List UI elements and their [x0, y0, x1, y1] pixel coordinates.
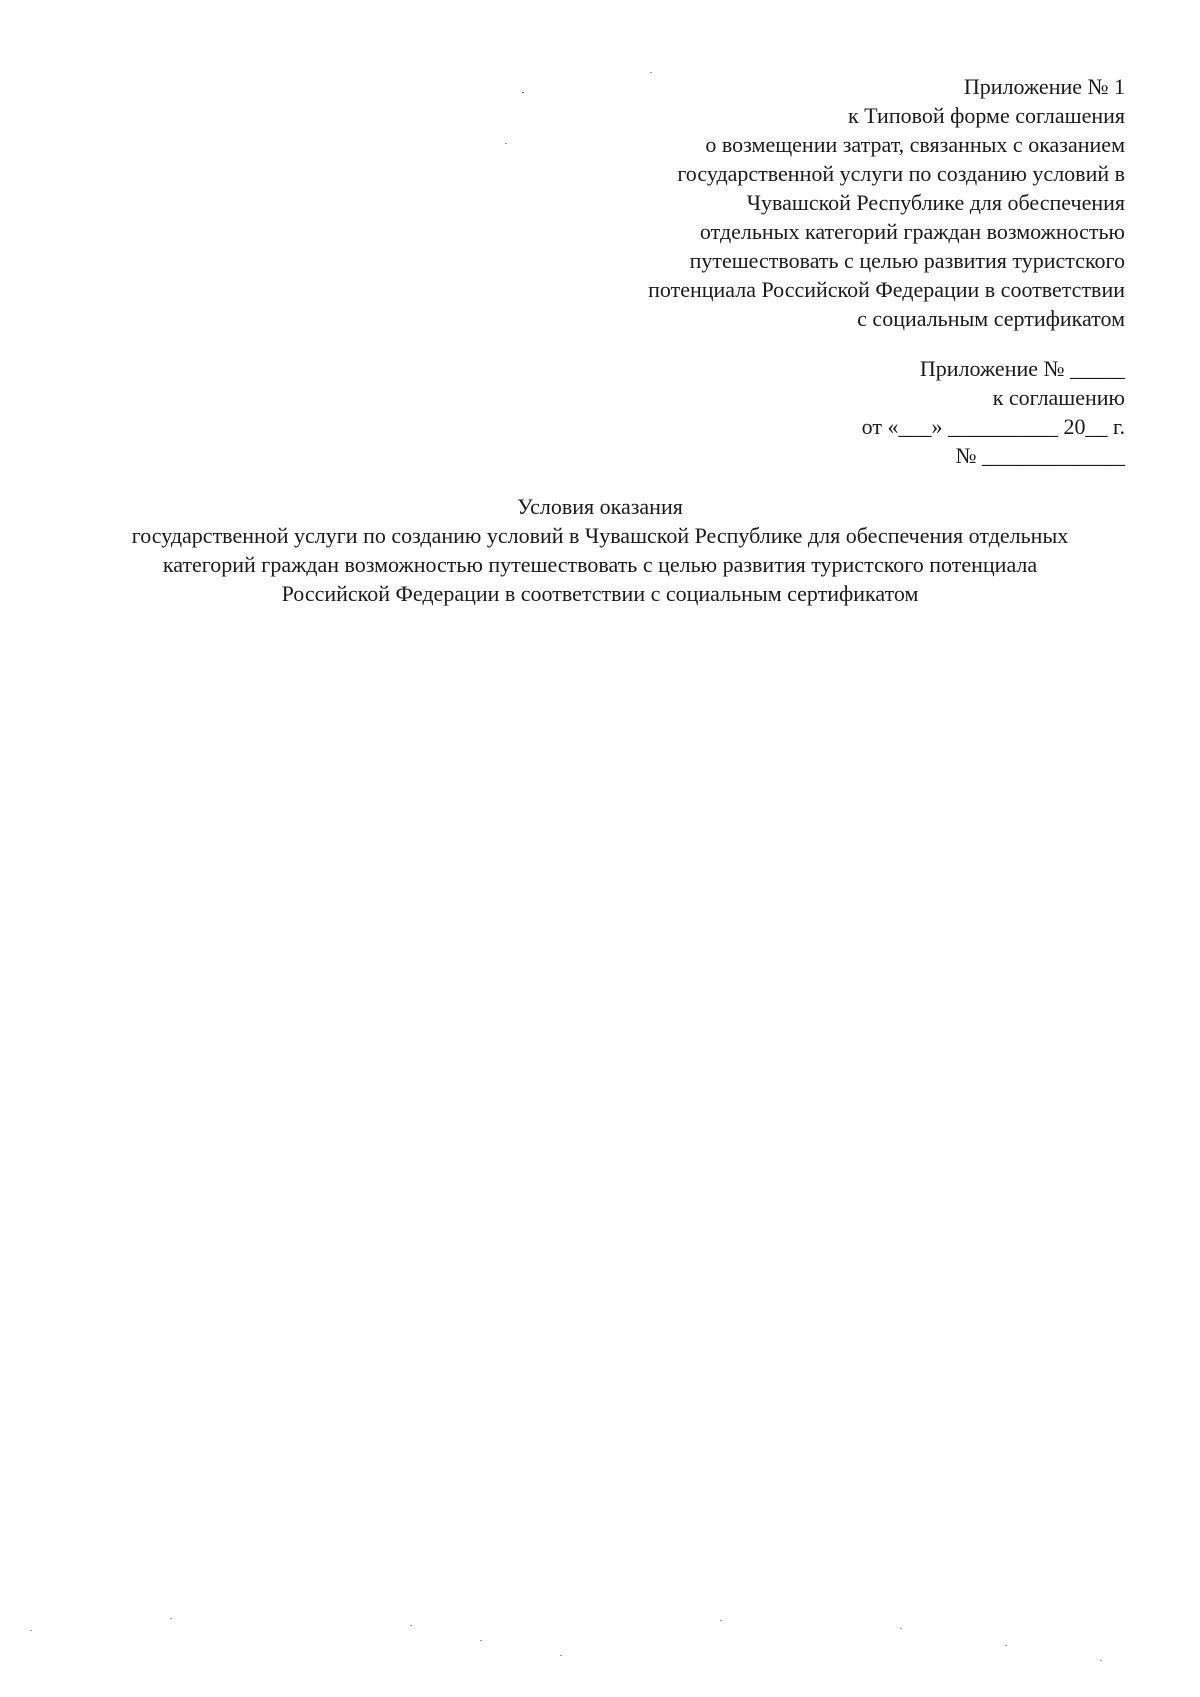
scan-speck [522, 92, 524, 93]
appendix-header-line: Чувашской Республике для обеспечения [746, 190, 1125, 215]
scan-speck [900, 1628, 902, 1629]
appendix-header-line: путешествовать с целью развития туристского [689, 248, 1125, 273]
appendix-header-line: с социальным сертификатом [857, 306, 1125, 331]
appendix-header-line: о возмещении затрат, связанных с оказанием [705, 132, 1125, 157]
scan-speck [1005, 1645, 1007, 1646]
agreement-header [665, 354, 1125, 470]
scan-speck [720, 1620, 722, 1621]
scan-speck [505, 143, 507, 144]
agreement-header-line: к соглашению [992, 385, 1125, 410]
appendix-header-line: потенциала Российской Федерации в соответствии [648, 277, 1125, 302]
document-title-line: Условия оказания [517, 494, 683, 519]
appendix-header-line: к Типовой форме соглашения [847, 103, 1125, 128]
document-title-line: категорий граждан возможностью путешествовать с целью развития туристского потенциала [162, 552, 1038, 577]
agreement-header-line: от «___» __________ 20__ г. [861, 414, 1125, 439]
agreement-header-line: Приложение № _____ [919, 356, 1125, 381]
scan-speck [1100, 1660, 1102, 1661]
scan-speck [30, 1630, 32, 1631]
appendix-header-line: Приложение № 1 [963, 74, 1125, 99]
appendix-header-line: отдельных категорий граждан возможностью [699, 219, 1125, 244]
appendix-header [505, 72, 1125, 333]
document-title [60, 492, 1140, 608]
scan-speck [480, 1640, 482, 1641]
scan-speck [650, 72, 652, 73]
document-title-line: государственной услуги по созданию условий в Чувашской Республике для обеспечения отдельных [131, 523, 1069, 548]
document-title-line: Российской Федерации в соответствии с социальным сертификатом [281, 581, 919, 606]
agreement-header-line: № _____________ [955, 443, 1125, 468]
appendix-header-line: государственной услуги по созданию условий в [677, 161, 1125, 186]
scan-speck [560, 1655, 562, 1656]
scan-speck [170, 1618, 172, 1619]
scan-speck [410, 1625, 412, 1626]
